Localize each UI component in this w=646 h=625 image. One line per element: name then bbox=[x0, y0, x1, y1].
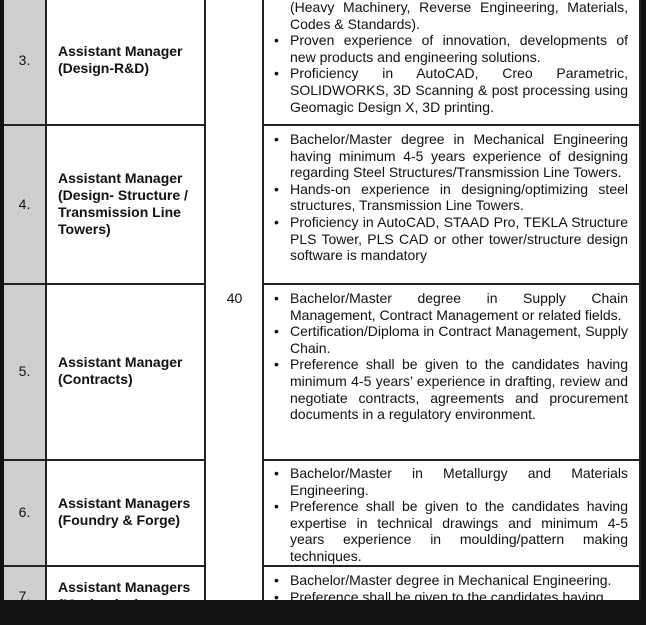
serial-number bbox=[4, 0, 45, 124]
requirement-item: (Heavy Machinery, Reverse Engineering, Materials, Codes & Standards). bbox=[290, 0, 628, 32]
position-title-text: Assistant Manager (Design-R&D) bbox=[58, 43, 183, 76]
row-divider bbox=[262, 124, 641, 126]
requirement-item: • Hands-on experience in designing/optimizing steel structures, Transmission Line Towers. bbox=[290, 181, 628, 214]
table-row bbox=[4, 459, 641, 565]
requirement-item: • Proven experience of innovation, developments of new products and engineering solutions. bbox=[290, 32, 628, 65]
row-divider bbox=[262, 283, 641, 285]
requirements bbox=[270, 131, 628, 264]
position-title bbox=[58, 571, 206, 621]
requirements bbox=[270, 0, 628, 115]
position-title-text: Assistant Managers (Mechanical bbox=[58, 579, 191, 612]
requirement-item: • Bachelor/Master degree in Supply Chain Management, Contract Management or related fields. bbox=[290, 290, 628, 323]
requirement-item: • Proficiency in AutoCAD, Creo Parametric, SOLIDWORKS, 3D Scanning & post processing using Geomagic Design X, 3D printing. bbox=[290, 65, 628, 115]
serial-number-text: 4. bbox=[18, 195, 31, 212]
position-title bbox=[58, 0, 206, 124]
requirement-item: • Certification/Diploma in Contract Management, Supply Chain. bbox=[290, 323, 628, 356]
job-table bbox=[4, 0, 641, 612]
serial-number bbox=[4, 283, 45, 459]
requirements bbox=[270, 572, 628, 605]
row-divider bbox=[262, 565, 641, 567]
serial-number bbox=[4, 124, 45, 283]
requirement-item: • Bachelor/Master degree in Mechanical Engineering. bbox=[290, 572, 628, 589]
serial-number-text: 6. bbox=[18, 504, 31, 520]
row-divider bbox=[4, 565, 204, 567]
row-divider bbox=[262, 459, 641, 461]
position-title bbox=[58, 124, 206, 283]
table-row bbox=[4, 565, 641, 625]
requirement-item: • Proficiency in AutoCAD, STAAD Pro, TEKLA Structure PLS Tower, PLS CAD or other tower/structure design software is mandatory bbox=[290, 214, 628, 264]
serial-number-text: 7. bbox=[18, 588, 31, 604]
position-title-text: Assistant Manager (Design- Structure / Transmission Line Towers) bbox=[58, 169, 188, 237]
serial-number bbox=[4, 571, 45, 621]
table-row bbox=[4, 0, 641, 124]
table-row bbox=[4, 124, 641, 283]
requirements bbox=[270, 465, 628, 565]
serial-number-text: 3. bbox=[18, 52, 31, 68]
position-title bbox=[58, 283, 206, 459]
requirement-item: • Bachelor/Master in Metallurgy and Materials Engineering. bbox=[290, 465, 628, 498]
position-title-text: Assistant Managers (Foundry & Forge) bbox=[58, 495, 191, 528]
requirement-item: • Preference shall be given to the candidates having bbox=[290, 589, 628, 606]
position-title-text: Assistant Manager (Contracts) bbox=[58, 354, 183, 387]
requirements bbox=[270, 290, 628, 423]
requirement-item: • Preference shall be given to the candidates having minimum 4-5 years’ experience in drafting, review and negotiate contracts, agreements and procurement documents in a regulatory environment. bbox=[290, 356, 628, 422]
table-row bbox=[4, 283, 641, 459]
age-limit: 40 bbox=[226, 290, 243, 306]
position-title bbox=[58, 459, 206, 565]
serial-number-text: 5. bbox=[18, 363, 31, 379]
requirement-item: • Bachelor/Master degree in Mechanical Engineering having minimum 4-5 years experience of designing regarding Steel Structures/Transmission Line Towers. bbox=[290, 131, 628, 181]
serial-number bbox=[4, 459, 45, 565]
requirement-item: • Preference shall be given to the candidates having expertise in technical drawings and minimum 4-5 years experience in moulding/pattern making techniques. bbox=[290, 498, 628, 564]
